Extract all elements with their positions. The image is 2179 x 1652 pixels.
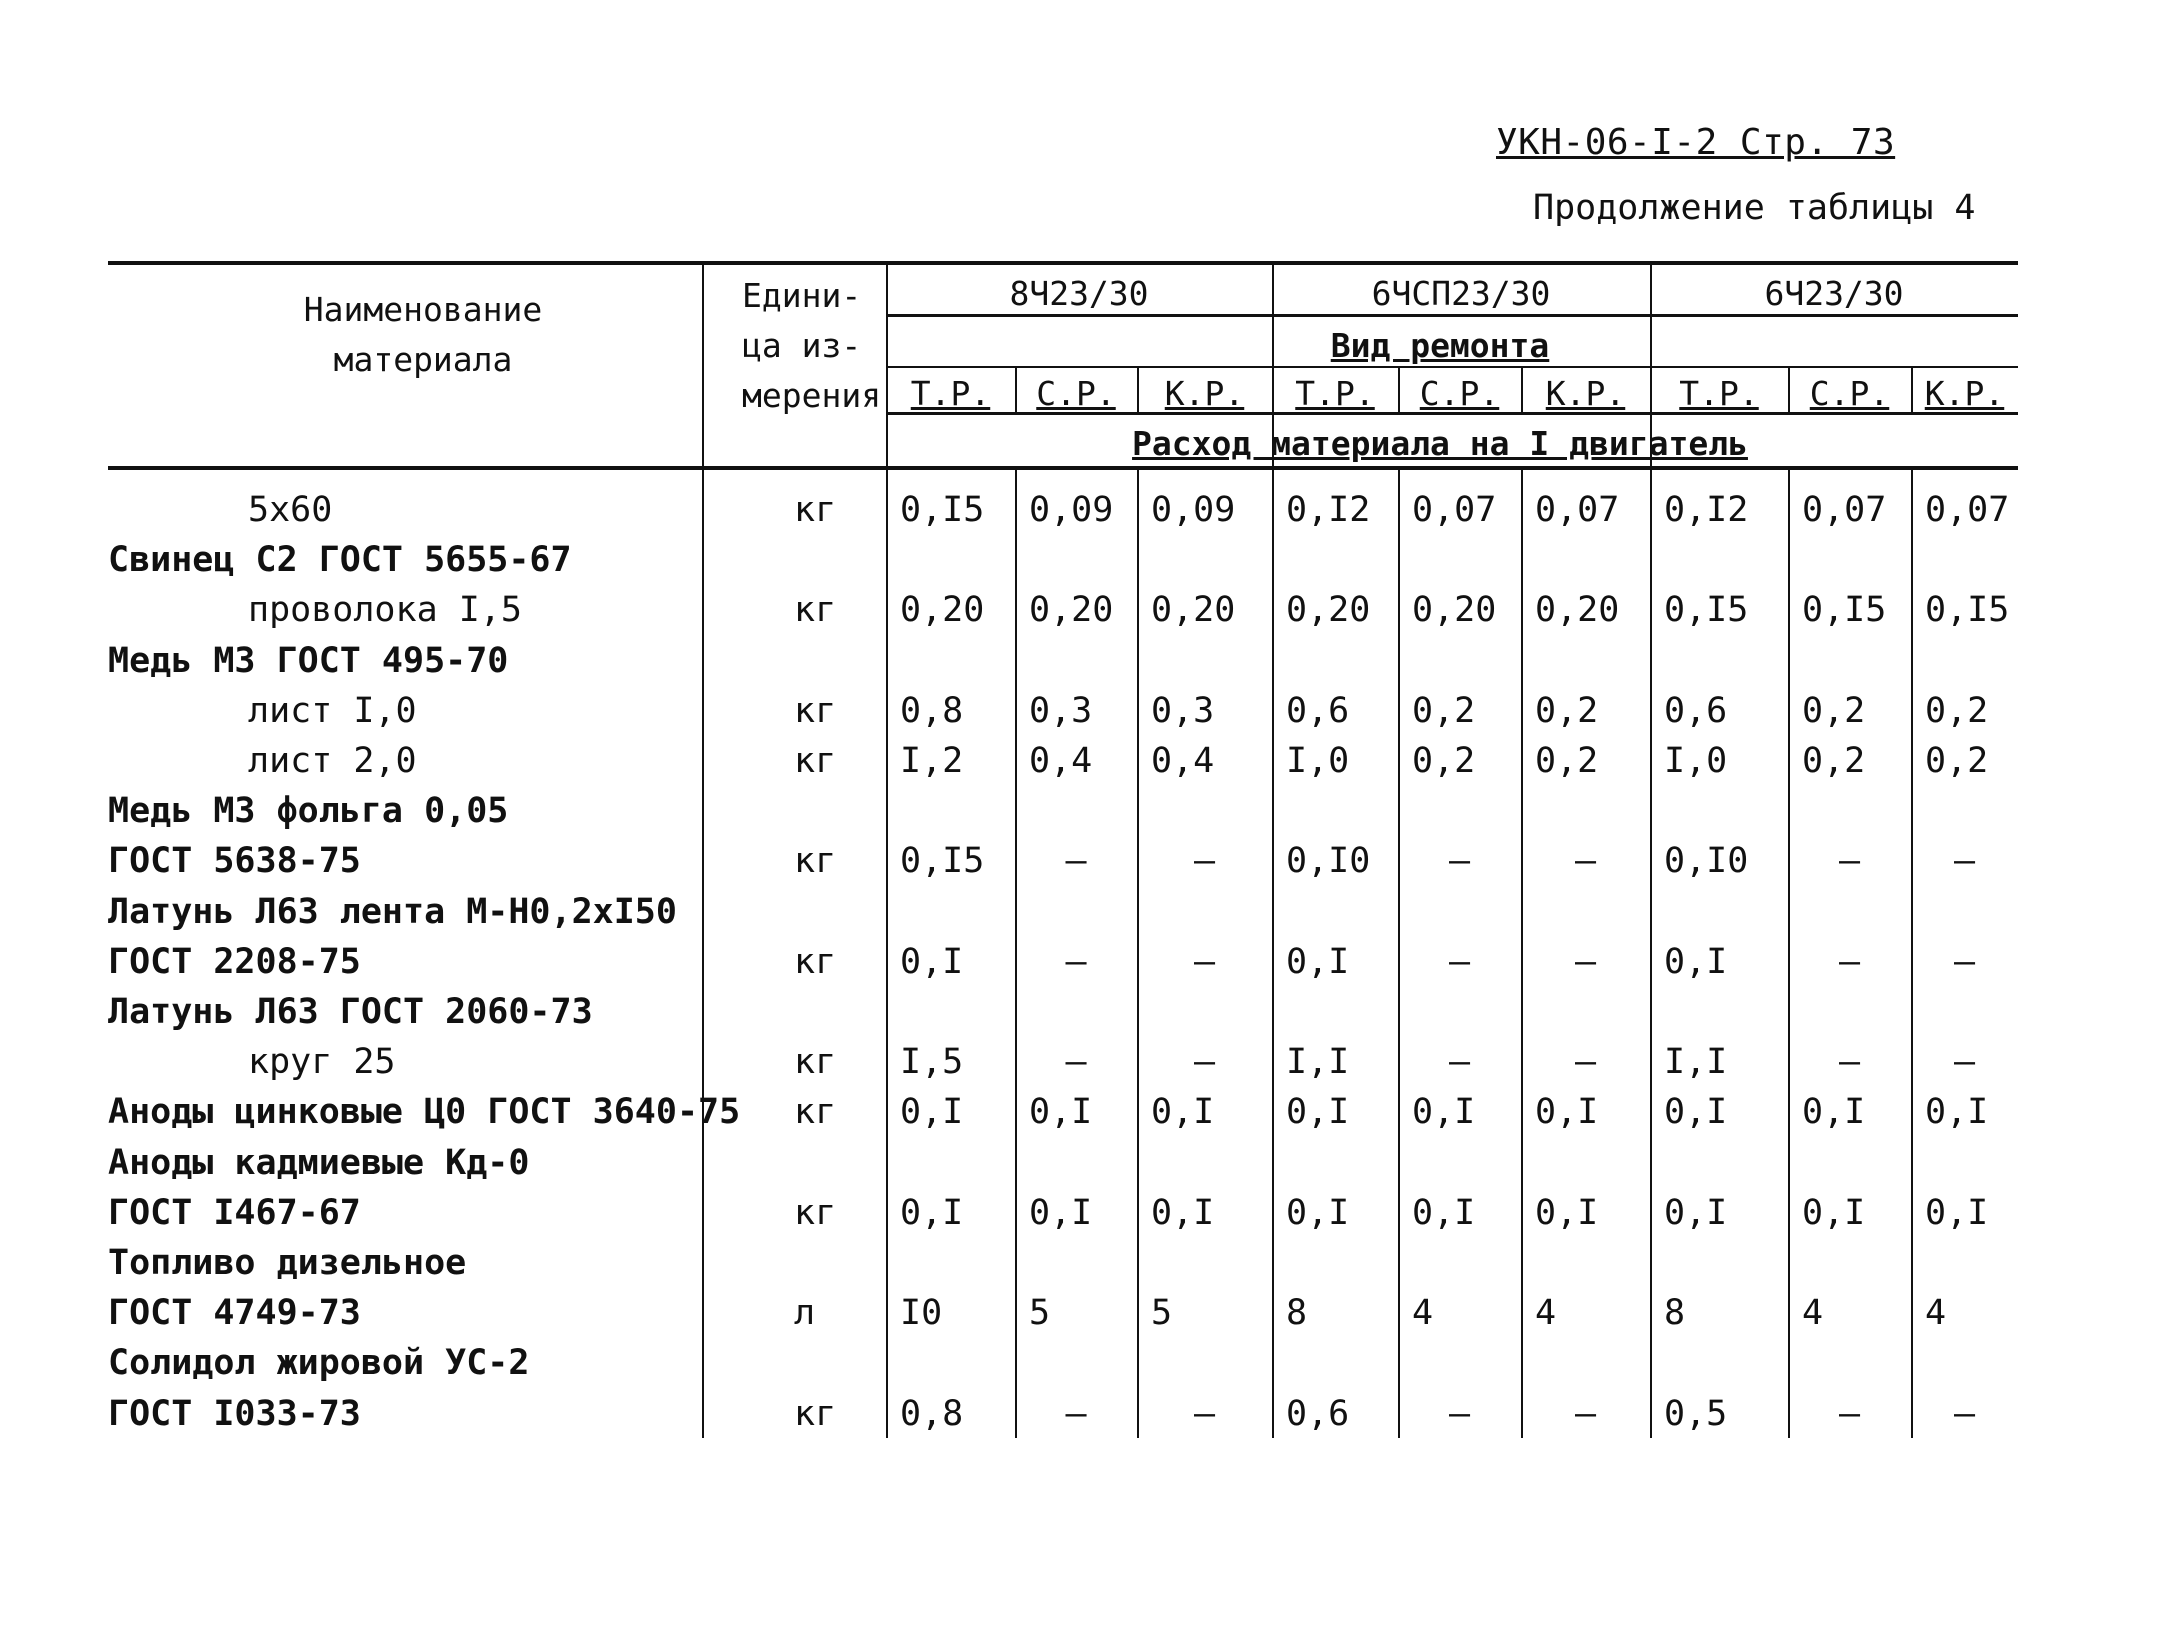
value-cell: 0,I [1802,1192,1866,1233]
document-code: УКН-06-I-2 Стр. 73 [1496,122,1896,163]
header-engine-3: 6Ч23/30 [1764,274,1904,313]
column-divider [1272,261,1274,314]
value-cell: 0,07 [1412,490,1497,530]
value-cell: 0,I [1664,1092,1728,1133]
value-cell: 0,I5 [1925,590,2010,631]
value-cell: – [1953,841,1976,882]
value-cell: – [1065,1393,1087,1434]
rule-line [108,261,2018,265]
header-repair-kind: Вид ремонта [1330,326,1550,365]
value-cell: I,I [1664,1042,1728,1083]
value-cell: 0,20 [1286,590,1371,631]
value-cell: 0,I2 [1286,490,1371,530]
unit-cell: л [794,1293,816,1334]
material-name: Медь М3 ГОСТ 495-70 [108,640,509,681]
value-cell: 0,I [1925,1092,1989,1133]
value-cell: 0,I [1029,1192,1093,1233]
material-name: Аноды цинковые Ц0 ГОСТ 3640-75 [108,1092,741,1133]
column-divider [1788,466,1790,1438]
value-cell: – [1953,1042,1976,1083]
value-cell: I,2 [900,741,964,781]
header-repair-type: К.Р. [1164,374,1245,413]
value-cell: 0,09 [1029,490,1114,530]
column-divider [1137,366,1139,412]
header-repair-type: Т.Р. [910,374,991,413]
material-name: ГОСТ 4749-73 [108,1293,361,1334]
value-cell: I0 [900,1293,943,1334]
value-cell: 0,07 [1535,490,1620,530]
value-cell: 0,09 [1151,490,1236,530]
value-cell: 0,I2 [1664,490,1749,530]
value-cell: 0,2 [1412,690,1476,731]
rule-line [108,466,2018,470]
value-cell: – [1574,1042,1597,1083]
value-cell: 0,I [1286,1092,1350,1133]
value-cell: 0,20 [1029,590,1114,631]
header-repair-type: С.Р. [1419,374,1500,413]
header-unit-line1: Едини- [742,276,862,315]
value-cell: 0,I [900,1192,964,1233]
table-continuation-caption: Продолжение таблицы 4 [1533,188,1976,228]
value-cell: 0,I [1412,1192,1476,1233]
value-cell: 4 [1802,1293,1824,1334]
value-cell: 0,I [1664,941,1728,982]
material-name: 5х60 [248,490,333,530]
value-cell: – [1448,1042,1471,1083]
material-name: Латунь Л63 ГОСТ 2060-73 [108,992,593,1032]
value-cell: – [1953,941,1976,982]
material-name: ГОСТ I033-73 [108,1393,361,1434]
column-divider [1137,466,1139,1438]
value-cell: 0,8 [900,1393,964,1434]
value-cell: 0,2 [1535,690,1599,731]
header-repair-type: Т.Р. [1295,374,1375,413]
value-cell: 0,I [1664,1192,1728,1233]
value-cell: – [1065,941,1087,982]
column-divider [1911,366,1913,412]
value-cell: – [1574,1393,1597,1434]
header-repair-type: К.Р. [1924,374,2005,413]
value-cell: 0,2 [1925,690,1989,731]
value-cell: – [1953,1393,1976,1434]
value-cell: 0,I [1286,1192,1350,1233]
material-name: Аноды кадмиевые Кд-0 [108,1142,530,1183]
value-cell: 0,3 [1029,690,1093,731]
value-cell: 0,I [1029,1092,1093,1133]
material-name: Свинец С2 ГОСТ 5655-67 [108,540,572,581]
value-cell: 0,3 [1151,690,1215,731]
rule-line [886,314,2018,317]
value-cell: 8 [1286,1293,1308,1334]
value-cell: – [1065,841,1087,882]
value-cell: 0,5 [1664,1393,1728,1434]
unit-cell: кг [794,841,837,882]
header-repair-type: Т.Р. [1679,374,1759,413]
header-repair-type: К.Р. [1545,374,1626,413]
column-divider [1398,466,1400,1438]
value-cell: 0,I [1151,1092,1215,1133]
unit-cell: кг [794,941,837,982]
value-cell: 0,4 [1029,741,1093,781]
value-cell: 0,20 [1412,590,1497,631]
value-cell: 0,I [1535,1092,1599,1133]
unit-cell: кг [794,1042,837,1083]
value-cell: 5 [1151,1293,1173,1334]
value-cell: – [1193,941,1216,982]
value-cell: I,0 [1286,741,1350,781]
value-cell: 0,I [900,1092,964,1133]
value-cell: I,0 [1664,741,1728,781]
value-cell: – [1448,841,1471,882]
header-repair-type: С.Р. [1809,374,1890,413]
column-divider [1911,466,1913,1438]
column-divider [1788,366,1790,412]
value-cell: 0,I5 [900,841,985,882]
value-cell: 0,I [1535,1192,1599,1233]
value-cell: 0,I [1151,1192,1215,1233]
header-repair-type: С.Р. [1036,374,1116,413]
header-unit-line3: мерения [742,376,882,415]
value-cell: 0,6 [1664,690,1728,731]
unit-cell: кг [794,741,837,781]
material-name: проволока I,5 [248,590,522,631]
unit-cell: кг [794,690,837,731]
column-divider [1015,466,1017,1438]
value-cell: I,I [1286,1042,1350,1083]
value-cell: 0,20 [900,590,985,631]
value-cell: 0,I5 [900,490,985,530]
material-name: ГОСТ 2208-75 [108,941,361,982]
value-cell: – [1193,841,1216,882]
value-cell: 0,20 [1151,590,1236,631]
value-cell: 4 [1925,1293,1947,1334]
column-divider [1521,466,1523,1438]
material-name: Топливо дизельное [108,1243,467,1283]
value-cell: – [1838,1042,1861,1083]
material-name: Солидол жировой УС-2 [108,1343,530,1384]
value-cell: 0,07 [1925,490,2010,530]
value-cell: – [1193,1393,1216,1434]
unit-cell: кг [794,490,837,530]
value-cell: 0,I [1925,1192,1989,1233]
material-name: круг 25 [248,1042,396,1083]
value-cell: – [1838,1393,1861,1434]
value-cell: 0,I0 [1286,841,1371,882]
value-cell: 0,I5 [1664,590,1749,631]
column-divider [886,261,888,1438]
value-cell: – [1838,941,1861,982]
unit-cell: кг [794,1192,837,1233]
value-cell: – [1065,1042,1087,1083]
value-cell: 0,I5 [1802,590,1887,631]
value-cell: 0,I0 [1664,841,1749,882]
value-cell: 8 [1664,1293,1686,1334]
column-divider [1398,366,1400,412]
value-cell: – [1574,941,1597,982]
material-name: ГОСТ I467-67 [108,1192,361,1233]
material-name: Медь М3 фольга 0,05 [108,791,509,832]
value-cell: 5 [1029,1293,1051,1334]
value-cell: 0,I [900,941,964,982]
material-name: лист I,0 [248,690,417,731]
value-cell: 4 [1412,1293,1434,1334]
value-cell: – [1838,841,1861,882]
value-cell: 0,2 [1802,741,1866,781]
value-cell: 0,4 [1151,741,1215,781]
header-consumption: Расход материала на I двигатель [1132,424,1748,463]
material-name: Латунь Л63 лента М-Н0,2хI50 [108,891,677,932]
value-cell: – [1574,841,1597,882]
value-cell: 0,2 [1412,741,1476,781]
value-cell: 0,I [1286,941,1350,982]
unit-cell: кг [794,1393,837,1434]
column-divider [1521,366,1523,412]
header-unit-line2: ца из- [742,326,862,365]
header-engine-2: 6ЧСП23/30 [1371,274,1551,313]
unit-cell: кг [794,590,837,631]
header-name-line1: Наименование [303,290,543,329]
value-cell: – [1448,941,1471,982]
value-cell: 0,6 [1286,690,1350,731]
header-engine-1: 8Ч23/30 [1009,274,1149,313]
unit-cell: кг [794,1092,837,1133]
header-name-line2: материала [333,340,513,379]
material-name: ГОСТ 5638-75 [108,841,361,882]
value-cell: 4 [1535,1293,1557,1334]
value-cell: 0,07 [1802,490,1887,530]
value-cell: 0,2 [1925,741,1989,781]
column-divider [702,261,704,1438]
value-cell: 0,8 [900,690,964,731]
value-cell: 0,I [1802,1092,1866,1133]
value-cell: 0,20 [1535,590,1620,631]
value-cell: 0,I [1412,1092,1476,1133]
rule-line [886,366,2018,368]
value-cell: 0,2 [1535,741,1599,781]
value-cell: 0,2 [1802,690,1866,731]
material-name: лист 2,0 [248,741,417,781]
value-cell: 0,6 [1286,1393,1350,1434]
column-divider [1015,366,1017,412]
value-cell: I,5 [900,1042,964,1083]
value-cell: – [1448,1393,1471,1434]
value-cell: – [1193,1042,1216,1083]
